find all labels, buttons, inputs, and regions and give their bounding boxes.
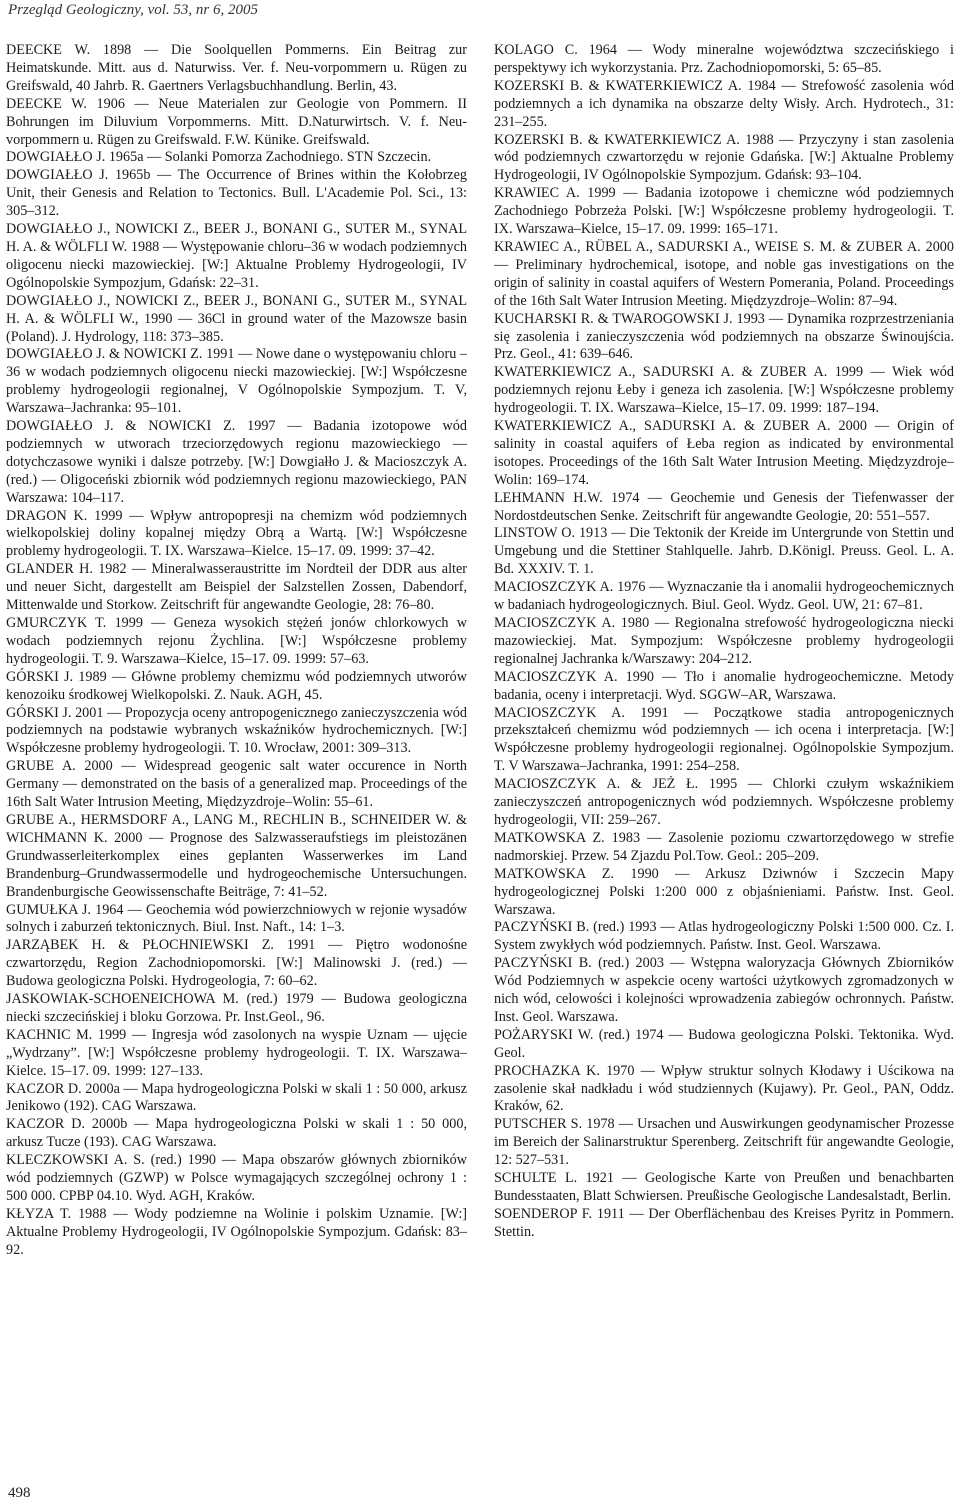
reference-entry: GMURCZYK T. 1999 — Geneza wysokich stężeń jonów chlorkowych w wodach podziemnych rejonu Żychlina. [W:] Współczesne problemy hydrogeologii. T. 9. Warszawa–Kielce, 15–17. 09. 1999: 57–63. bbox=[6, 615, 467, 667]
reference-entry: KACZOR D. 2000a — Mapa hydrogeologiczna Polski w skali 1 : 50 000, arkusz Jenikowo (192). CAG Warszawa. bbox=[6, 1080, 467, 1115]
reference-entry: DOWGIAŁŁO J., NOWICKI Z., BEER J., BONANI G., SUTER M., SYNAL H. A. & WÖLFLI W., 1990 — 36Cl in ground water of the Mazowsze basin (Poland). J. Hydrology, 118: 373–385. bbox=[6, 292, 467, 345]
reference-entry: GRUBE A. 2000 — Widespread geogenic salt water occurence in North Germany — demonstrated on the basis of a generalized map. Proceedings of the 16th Salt Water Intrusion Meeting, Międzyzdroje–Wolin: 55–61. bbox=[6, 758, 467, 811]
reference-entry: GÓRSKI J. 2001 — Propozycja oceny antropogenicznego zanieczyszczenia wód podziemnych na podstawie wybranych wskaźników hydrochemicznych. [W:] Współczesne problemy hydrogeologii. T. 10. Wrocław, 2001: 309–313. bbox=[6, 704, 467, 757]
reference-entry: POŻARYSKI W. (red.) 1974 — Budowa geologiczna Polski. Tektonika. Wyd. Geol. bbox=[494, 1026, 954, 1061]
reference-entry: KOLAGO C. 1964 — Wody mineralne województwa szczecińskiego i perspektywy ich wykorzystania. Prz. Zachodniopomorski, 5: 65–85. bbox=[494, 42, 954, 76]
reference-entry: LEHMANN H.W. 1974 — Geochemie und Genesis der Tiefenwasser der Nordostdeutschen Senke. Zeitschrift für angewandte Geologie, 20: 551–557. bbox=[494, 489, 954, 524]
reference-entry: PROCHAZKA K. 1970 — Wpływ struktur solnych Kłodawy i Uścikowa na zasolenie skał nadkładu i wód studziennych (Kujawy). Pr. Geol., PAN, Oddz. Kraków, 62. bbox=[494, 1062, 954, 1115]
reference-entry: DOWGIAŁŁO J. & NOWICKI Z. 1997 — Badania izotopowe wód podziemnych w utworach trzeciorzędowych regionu mazowieckiego — dotychczasowe wyniki i dalsze potrzeby. [W:] Dowgiałło J. & Macioszczyk A. (red.) — Oligoceński zbiornik wód podziemnych regionu mazowieckiego, PAN Warszawa: 104–117. bbox=[6, 418, 467, 506]
reference-entry: MATKOWSKA Z. 1990 — Arkusz Dziwnów i Szczecin Mapy hydrogeologicznej Polski 1:200 000 z objaśnieniami. Państw. Inst. Geol. Warszawa. bbox=[494, 865, 954, 918]
reference-entry: MACIOSZCZYK A. 1980 — Regionalna strefowość hydrogeologiczna niecki mazowieckiej. Mat. Sympozjum: Współczesne problemy hydrogeologii regionalnej Jachranka k/Warszawy: 204–212. bbox=[494, 615, 954, 667]
reference-entry: KRAWIEC A., RÜBEL A., SADURSKI A., WEISE S. M. & ZUBER A. 2000 — Preliminary hydrochemical, isotope, and noble gas investigations on the origin of salinity in coastal aquifers of Western Pomerania, Poland. Proceedings of the 16th Salt Water Intrusion Meeting. Międzyzdroje–Wolin: 87–94. bbox=[494, 238, 954, 309]
reference-entry: MATKOWSKA Z. 1983 — Zasolenie poziomu czwartorzędowego w strefie nadmorskiej. Przew. 54 Zjazdu Pol.Tow. Geol.: 205–209. bbox=[494, 829, 954, 864]
reference-entry: MACIOSZCZYK A. 1976 — Wyznaczanie tła i anomalii hydrogeochemicznych w badaniach hydrogeologicznych. Biul. Geol. Wydz. Geol. UW, 21: 67–81. bbox=[494, 579, 954, 614]
reference-entry: DRAGON K. 1999 — Wpływ antropopresji na chemizm wód podziemnych wielkopolskiej doliny kopalnej między Obrą a Wartą. [W:] Współczesne problemy hydrogeologii. T. IX. Warszawa–Kielce. 15–17. 09. 1999: 37–42. bbox=[6, 507, 467, 560]
reference-entry: LINSTOW O. 1913 — Die Tektonik der Kreide im Untergrunde von Stettin und Umgebung und die Stettiner Stahlquelle. Jahrb. D.Königl. Preuss. Geol. L. A. Bd. XXXIV. T. 1. bbox=[494, 525, 954, 578]
reference-entry: PUTSCHER S. 1978 — Ursachen und Auswirkungen geodynamischer Prozesse im Bereich der Salinarstruktur Sperenberg. Zeitschrift für angewandte Geologie, 12: 527–531. bbox=[494, 1116, 954, 1169]
page-number: 498 bbox=[8, 1485, 31, 1501]
reference-entry: KWATERKIEWICZ A., SADURSKI A. & ZUBER A. 2000 — Origin of salinity in coastal aquifers of Łeba region as indicated by environmental isotopes. Proceedings of the 16th Salt Water Intrusion Meeting. Międzyzdroje–Wolin: 169–174. bbox=[494, 418, 954, 488]
reference-entry: GÓRSKI J. 1989 — Główne problemy chemizmu wód podziemnych utworów kenozoiku środkowej Wielkopolski. Z. Nauk. AGH, 45. bbox=[6, 668, 467, 703]
reference-entry: DOWGIAŁŁO J. & NOWICKI Z. 1991 — Nowe dane o występowaniu chloru –36 w wodach podziemnych oligocenu niecki mazowieckiej. [W:] Współczesne problemy hydrogeologii regionalnej, V Ogólnopolskie Sympozjum. T. V, Warszawa–Jachranka: 95–101. bbox=[6, 346, 467, 417]
reference-entry: GUMUŁKA J. 1964 — Geochemia wód powierzchniowych w rejonie wysadów solnych i zaburzeń tektonicznych. Biul. Inst. Naft., 14: 1–3. bbox=[6, 901, 467, 936]
reference-entry: DEECKE W. 1898 — Die Soolquellen Pommerns. Ein Beitrag zur Heimatskunde. Mitt. aus d. Naturwiss. Ver. f. Neu-vorpommern u. Rügen zu Greifswald, 40 Jahrb. R. Gaertners Verlagsbuchhandlung. Berlin, 43. bbox=[6, 42, 467, 94]
reference-entry: SOENDEROP F. 1911 — Der Oberflächenbau des Kreises Pyritz in Pommern. Stettin. bbox=[494, 1205, 954, 1240]
reference-entry: DOWGIAŁŁO J. 1965b — The Occurrence of Brines within the Kołobrzeg Unit, their Genesis and Relation to Tectonics. Bull. L'Academie Pol. Sci., 13: 305–312. bbox=[6, 167, 467, 220]
reference-entry: PACZYŃSKI B. (red.) 1993 — Atlas hydrogeologiczny Polski 1:500 000. Cz. I. System zwykłych wód podziemnych. Państw. Inst. Geol. Warszawa. bbox=[494, 919, 954, 954]
reference-entry: KOZERSKI B. & KWATERKIEWICZ A. 1984 — Strefowość zasolenia wód podziemnych a ich dynamika na obszarze delty Wisły. Arch. Hydrotech., 31: 231–255. bbox=[494, 77, 954, 130]
reference-entry: KŁYZA T. 1988 — Wody podziemne na Wolinie i polskim Uznamie. [W:] Aktualne Problemy Hydrogeologii, IV Ogólnopolskie Sympozjum. Gdańsk: 83–92. bbox=[6, 1205, 467, 1258]
reference-entry: DOWGIAŁŁO J., NOWICKI Z., BEER J., BONANI G., SUTER M., SYNAL H. A. & WÖLFLI W. 1988 — Występowanie chloru–36 w wodach podziemnych oligocenu niecki mazowieckiej. [W:] Aktualne Problemy Hydrogeologii, IV Ogólnopolskie Sympozjum, Gdańsk: 22–31. bbox=[6, 221, 467, 291]
reference-entry: MACIOSZCZYK A. & JEŻ Ł. 1995 — Chlorki czułym wskaźnikiem zanieczyszczeń antropogenicznych wód podziemnych. Współczesne problemy hydrogeologii, VII: 259–267. bbox=[494, 776, 954, 828]
reference-entry: JASKOWIAK-SCHOENEICHOWA M. (red.) 1979 — Budowa geologiczna niecki szczecińskiej i bloku Gorzowa. Pr. Inst.Geol., 96. bbox=[6, 991, 467, 1025]
reference-entry: DEECKE W. 1906 — Neue Materialen zur Geologie von Pommern. II Bohrungen im Diluvium Vorpommerns. Mitt. D.Naturwirtsch. V. f. Neu-vorpommern u. Rügen zu Greifswald. F.W. Künike. Greifswald. bbox=[6, 95, 467, 148]
reference-entry: GRUBE A., HERMSDORF A., LANG M., RECHLIN B., SCHNEIDER W. & WICHMANN K. 2000 — Prognose des Salzwasseraufstiegs im pleistozänen Grundwasserleiterkomplex eines geplanten Wasserwerkes im Land Brandenburg–Grundwassermodelle und hydrogeochemische Untersuchungen. Brandenburgische Geowissenschafte Beiträge, 7: 41–52. bbox=[6, 811, 467, 900]
journal-header: Przegląd Geologiczny, vol. 53, nr 6, 2005 bbox=[8, 2, 258, 18]
reference-entry: JARZĄBEK H. & PŁOCHNIEWSKI Z. 1991 — Piętro wodonośne czwartorzędu, Region Zachodniopomorski. [W:] Malinowski J. (red.) — Budowa geologiczna Polski. Hydrogeologia, 7: 60–62. bbox=[6, 937, 467, 990]
reference-entry: KACZOR D. 2000b — Mapa hydrogeologiczna Polski w skali 1 : 50 000, arkusz Tucze (193). CAG Warszawa. bbox=[6, 1116, 467, 1151]
reference-entry: GLANDER H. 1982 — Mineralwasseraustritte im Nordteil der DDR aus alter und neuer Sicht, dargestellt am Beispiel der Salzstellen Zossen, Dabendorf, Mittenwalde und Storkow. Zeitschrift für angewandte Geologie, 28: 76–80. bbox=[6, 561, 467, 614]
reference-entry: KLECZKOWSKI A. S. (red.) 1990 — Mapa obszarów głównych zbiorników wód podziemnych (GZWP) w Polsce wymagających szczególnej ochrony 1 : 500 000. CPBP 04.10. Wyd. AGH, Kraków. bbox=[6, 1152, 467, 1204]
reference-entry: SCHULTE L. 1921 — Geologische Karte von Preußen und benachbarten Bundesstaaten, Blatt Schwiersen. Preußische Geologische Landesalstadt, Berlin. bbox=[494, 1170, 954, 1204]
references-right-column bbox=[494, 42, 954, 1362]
reference-entry: PACZYŃSKI B. (red.) 2003 — Wstępna waloryzacja Głównych Zbiorników Wód Podziemnych w aspekcie oceny wartości użytkowych zgromadzonych w nich wód, celowości i kolejności wprowadzenia zabiegów ochronnych. Państw. Inst. Geol. Warszawa. bbox=[494, 955, 954, 1025]
references-left-column bbox=[6, 42, 467, 1382]
reference-entry: MACIOSZCZYK A. 1991 — Początkowe stadia antropogenicznych przekształceń chemizmu wód podziemnych — ich ocena i interpretacja. [W:] Współczesne problemy hydrogeologii regionalnej. Ogólnopolskie Sympozjum. T. V Warszawa–Jachranka, 1991: 254–258. bbox=[494, 704, 954, 775]
reference-entry: KOZERSKI B. & KWATERKIEWICZ A. 1988 — Przyczyny i stan zasolenia wód podziemnych czwartorzędu w rejonie Gdańska. [W:] Aktualne Problemy Hydrogeologii, IV Ogólnopolskie Sympozjum. Gdańsk: 93–104. bbox=[494, 131, 954, 184]
reference-entry: KACHNIC M. 1999 — Ingresja wód zasolonych na wyspie Uznam — ujęcie „Wydrzany”. [W:] Współczesne problemy hydrogeologii. T. IX. Warszawa–Kielce. 15–17. 09. 1999: 127–133. bbox=[6, 1026, 467, 1079]
reference-entry: KWATERKIEWICZ A., SADURSKI A. & ZUBER A. 1999 — Wiek wód podziemnych rejonu Łeby i geneza ich zasolenia. [W:] Współczesne problemy hydrogeologii. T. IX. Warszawa–Kielce, 15–17. 09. 1999: 187–194. bbox=[494, 364, 954, 417]
reference-entry: MACIOSZCZYK A. 1990 — Tło i anomalie hydrogeochemiczne. Metody badania, oceny i interpretacji. Wyd. SGGW–AR, Warszawa. bbox=[494, 668, 954, 703]
reference-entry: KRAWIEC A. 1999 — Badania izotopowe i chemiczne wód podziemnych Zachodniego Pobrzeża Polski. [W:] Współczesne problemy hydrogeologii. T. IX. Warszawa–Kielce, 15–17. 09. 1999: 165–171. bbox=[494, 185, 954, 238]
reference-entry: KUCHARSKI R. & TWAROGOWSKI J. 1993 — Dynamika rozprzestrzeniania się zasolenia i zanieczyszczenia wód podziemnych na obszarze Świnoujścia. Prz. Geol., 41: 639–646. bbox=[494, 310, 954, 363]
reference-entry: DOWGIAŁŁO J. 1965a — Solanki Pomorza Zachodniego. STN Szczecin. bbox=[6, 149, 432, 166]
